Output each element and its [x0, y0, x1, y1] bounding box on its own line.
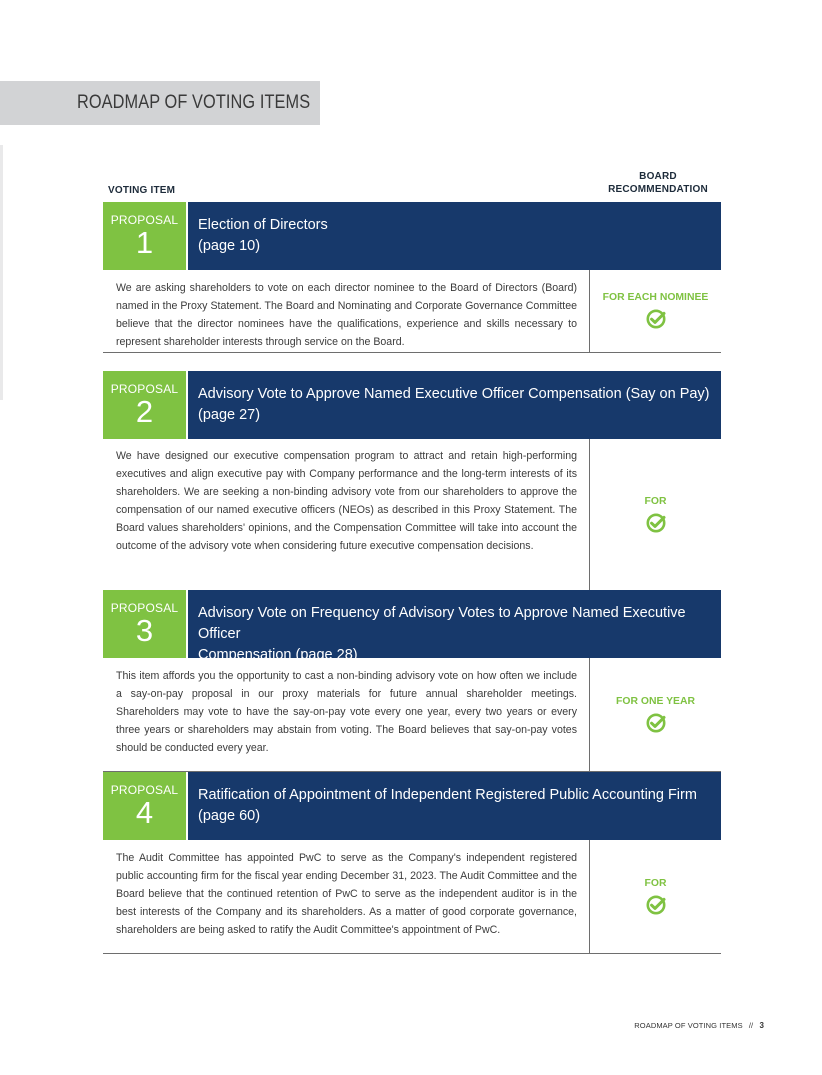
proposal-title-line2: Compensation (page 28): [198, 647, 358, 663]
page-title-band: [0, 81, 320, 125]
proposal-2-header: [103, 371, 721, 439]
board-recommendation-header-line2: RECOMMENDATION: [608, 184, 708, 195]
proposal-1-header: [103, 202, 721, 270]
proposal-title-line2: (page 60): [198, 808, 261, 824]
proposal-3-body: [103, 658, 721, 772]
page-title: ROADMAP OF VOTING ITEMS: [77, 92, 311, 113]
voting-item-header: VOTING ITEM: [108, 185, 176, 196]
proposal-3-title: [188, 590, 721, 663]
proposal-description: We are asking shareholders to vote on each director nominee to the Board of Directors (Board) named in the Proxy Statement. The Board and Nominating and Corporate Governance Committee believe that the director nominees have the qualifications, experience and skills necessary to represent shareholder interests through service on the Board.: [103, 270, 590, 352]
proposal-recommendation: [590, 840, 721, 953]
recommendation-text: FOR ONE YEAR: [616, 695, 695, 707]
proposal-title-line2: (page 27): [198, 407, 261, 423]
proposal-description: The Audit Committee has appointed PwC to serve as the Company's independent registered public accounting firm for the fiscal year ending December 31, 2023. The Audit Committee and the Board believe that the continued retention of PwC to serve as the independent auditor is in the best interests of the Company and its shareholders. As a matter of good corporate governance, shareholders are being asked to ratify the Audit Committee's appointment of PwC.: [103, 840, 590, 953]
board-recommendation-header: [598, 170, 718, 196]
check-circle-icon: [645, 308, 667, 330]
proposal-recommendation: [590, 270, 721, 352]
proposal-title-line2: (page 10): [198, 238, 261, 254]
check-circle-icon: [645, 512, 667, 534]
proposal-4: [103, 772, 721, 954]
proposal-label: PROPOSAL: [110, 601, 179, 615]
proposal-description: This item affords you the opportunity to cast a non-binding advisory vote on how often we include a say-on-pay proposal in our proxy materials for future annual shareholder meetings. Shareholders may vote to have the say-on-pay vote every one year, every two years or every three years or shareholders may abstain from voting. The Board believes that say-on-pay votes should be conducted every year.: [103, 658, 590, 771]
proposal-title: Ratification of Appointment of Independent Registered Public Accounting Firm: [198, 787, 697, 803]
proposal-2-number-box: [103, 371, 188, 439]
proposal-1-body: [103, 270, 721, 353]
proposal-2-body: [103, 439, 721, 591]
page-number: 3: [759, 1021, 764, 1030]
proposal-4-header: [103, 772, 721, 840]
proposal-label: PROPOSAL: [110, 382, 179, 396]
page-footer: [634, 1021, 764, 1030]
proposal-number: 4: [135, 795, 154, 830]
proposal-1-title: [188, 202, 721, 270]
proposal-title: Election of Directors: [198, 217, 328, 233]
check-circle-icon: [645, 894, 667, 916]
recommendation-text: FOR EACH NOMINEE: [602, 292, 709, 303]
board-recommendation-header-line1: BOARD: [639, 171, 677, 182]
proposal-number: 2: [135, 394, 154, 429]
proposal-1: [103, 202, 721, 353]
proposal-4-body: [103, 840, 721, 954]
proposal-recommendation: [590, 439, 721, 590]
proposal-description: We have designed our executive compensation program to attract and retain high-performing executives and align executive pay with Company performance and the long-term interests of its shareholders. We are seeking a non-binding advisory vote from our shareholders to approve the compensation of our named executive officers (NEOs) as described in this Proxy Statement. The Board values shareholders' opinions, and the Compensation Committee will take into account the outcome of the advisory vote when considering future executive compensation decisions.: [103, 439, 590, 590]
proposal-number: 1: [135, 225, 154, 260]
proposal-number: 3: [135, 613, 154, 648]
proposal-3-header: [103, 590, 721, 663]
proposal-title: Advisory Vote to Approve Named Executive Officer Compensation (Say on Pay): [198, 386, 710, 402]
proposal-label: PROPOSAL: [110, 783, 179, 797]
proposal-title: Advisory Vote on Frequency of Advisory Votes to Approve Named Executive Officer: [198, 605, 686, 642]
proposal-4-title: [188, 772, 721, 840]
footer-section: ROADMAP OF VOTING ITEMS: [634, 1021, 743, 1030]
recommendation-text: FOR: [644, 877, 667, 889]
proposal-1-number-box: [103, 202, 188, 270]
proposal-label: PROPOSAL: [110, 213, 179, 227]
side-rule: [0, 145, 3, 400]
proposal-2-title: [188, 371, 721, 439]
proposal-2: [103, 371, 721, 591]
check-circle-icon: [645, 712, 667, 734]
footer-separator: //: [748, 1021, 754, 1030]
recommendation-text: FOR: [644, 495, 667, 507]
proposal-4-number-box: [103, 772, 188, 840]
proposal-recommendation: [590, 658, 721, 771]
proposal-3-number-box: [103, 590, 188, 658]
proposal-3: [103, 590, 721, 772]
